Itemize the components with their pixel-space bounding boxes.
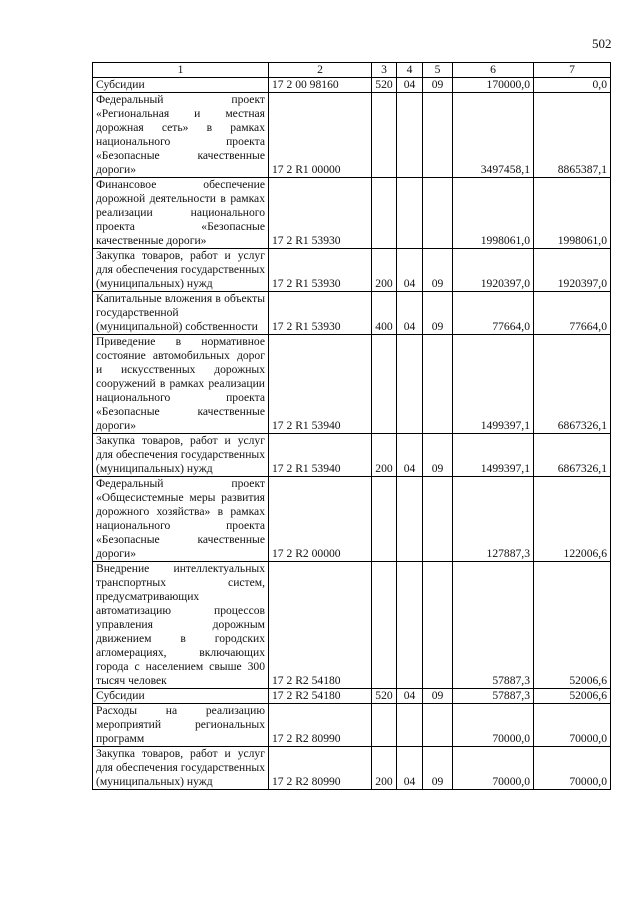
column-header: 5 (423, 63, 453, 78)
table-row (93, 477, 611, 562)
row-amount-col7: 6867326,1 (534, 335, 611, 434)
row-amount-col6: 77664,0 (453, 292, 534, 335)
row-code: 17 2 R2 80990 (269, 747, 372, 790)
row-amount-col7: 6867326,1 (534, 434, 611, 477)
row-name: Закупка товаров, работ и услуг для обеспечения государственных (муниципальных) нужд (93, 747, 269, 790)
table-row (93, 562, 611, 689)
row-code: 17 2 R1 53930 (269, 249, 372, 292)
row-amount-col6: 3497458,1 (453, 93, 534, 178)
row-section: 04 (397, 249, 423, 292)
row-name: Федеральный проект «Общесистемные меры развития дорожного хозяйства» в рамках национального проекта «Безопасные качественные дороги» (93, 477, 269, 562)
column-header: 7 (534, 63, 611, 78)
table-row (93, 178, 611, 249)
row-section (397, 178, 423, 249)
row-code: 17 2 R1 53940 (269, 335, 372, 434)
row-amount-col6: 1920397,0 (453, 249, 534, 292)
column-header: 3 (372, 63, 397, 78)
row-code: 17 2 R1 53930 (269, 178, 372, 249)
row-expense-type (372, 178, 397, 249)
row-amount-col6: 1998061,0 (453, 178, 534, 249)
row-code: 17 2 R1 00000 (269, 93, 372, 178)
row-subsection: 09 (423, 292, 453, 335)
row-amount-col6: 70000,0 (453, 747, 534, 790)
column-header: 2 (269, 63, 372, 78)
row-name: Капитальные вложения в объекты государственной (муниципальной) собственности (93, 292, 269, 335)
row-amount-col7: 77664,0 (534, 292, 611, 335)
row-code: 17 2 R1 53940 (269, 434, 372, 477)
row-expense-type (372, 477, 397, 562)
row-amount-col7: 122006,6 (534, 477, 611, 562)
row-expense-type (372, 562, 397, 689)
row-amount-col7: 1920397,0 (534, 249, 611, 292)
row-expense-type: 520 (372, 689, 397, 704)
row-expense-type: 400 (372, 292, 397, 335)
row-amount-col6: 127887,3 (453, 477, 534, 562)
page-number: 502 (592, 36, 612, 51)
row-subsection (423, 562, 453, 689)
table-row (93, 689, 611, 704)
row-section: 04 (397, 689, 423, 704)
row-name: Закупка товаров, работ и услуг для обеспечения государственных (муниципальных) нужд (93, 249, 269, 292)
row-subsection: 09 (423, 747, 453, 790)
row-amount-col7: 70000,0 (534, 747, 611, 790)
row-amount-col6: 70000,0 (453, 704, 534, 747)
table-row (93, 434, 611, 477)
row-subsection: 09 (423, 78, 453, 93)
table-row (93, 249, 611, 292)
table-row (93, 78, 611, 93)
row-code: 17 2 R2 54180 (269, 562, 372, 689)
row-code: 17 2 R1 53930 (269, 292, 372, 335)
table-row (93, 292, 611, 335)
row-amount-col6: 1499397,1 (453, 335, 534, 434)
row-section (397, 335, 423, 434)
row-code: 17 2 R2 80990 (269, 704, 372, 747)
row-code: 17 2 R2 54180 (269, 689, 372, 704)
row-name: Приведение в нормативное состояние автомобильных дорог и искусственных дорожных сооружений в рамках реализации национального проекта «Безопасные качественные дороги» (93, 335, 269, 434)
column-header: 4 (397, 63, 423, 78)
row-amount-col7: 0,0 (534, 78, 611, 93)
row-subsection (423, 477, 453, 562)
row-section (397, 562, 423, 689)
header-row (93, 63, 611, 78)
row-name: Федеральный проект «Региональная и местная дорожная сеть» в рамках национального проекта «Безопасные качественные дороги» (93, 93, 269, 178)
row-name: Субсидии (93, 78, 269, 93)
row-amount-col6: 1499397,1 (453, 434, 534, 477)
row-expense-type (372, 335, 397, 434)
budget-table (92, 62, 611, 790)
table-row (93, 93, 611, 178)
table-row (93, 747, 611, 790)
table-row (93, 335, 611, 434)
row-amount-col6: 57887,3 (453, 562, 534, 689)
row-section (397, 704, 423, 747)
row-name: Субсидии (93, 689, 269, 704)
row-expense-type: 200 (372, 747, 397, 790)
table-row (93, 704, 611, 747)
row-subsection (423, 704, 453, 747)
column-header: 1 (93, 63, 269, 78)
row-expense-type: 200 (372, 434, 397, 477)
row-name: Закупка товаров, работ и услуг для обеспечения государственных (муниципальных) нужд (93, 434, 269, 477)
row-subsection (423, 93, 453, 178)
row-subsection (423, 335, 453, 434)
row-section (397, 477, 423, 562)
row-name: Внедрение интеллектуальных транспортных систем, предусматривающих автоматизацию процессов управления дорожным движением в городских агломерациях, включающих города с населением свыше 300 тысяч человек (93, 562, 269, 689)
row-section: 04 (397, 78, 423, 93)
row-name: Финансовое обеспечение дорожной деятельности в рамках реализации национального проекта «Безопасные качественные дороги» (93, 178, 269, 249)
row-amount-col6: 170000,0 (453, 78, 534, 93)
row-subsection: 09 (423, 434, 453, 477)
row-section (397, 93, 423, 178)
row-amount-col7: 1998061,0 (534, 178, 611, 249)
row-subsection: 09 (423, 689, 453, 704)
row-subsection (423, 178, 453, 249)
row-section: 04 (397, 292, 423, 335)
row-code: 17 2 00 98160 (269, 78, 372, 93)
row-section: 04 (397, 434, 423, 477)
row-amount-col7: 70000,0 (534, 704, 611, 747)
row-expense-type: 520 (372, 78, 397, 93)
row-name: Расходы на реализацию мероприятий региональных программ (93, 704, 269, 747)
column-header: 6 (453, 63, 534, 78)
row-amount-col7: 52006,6 (534, 689, 611, 704)
row-amount-col7: 52006,6 (534, 562, 611, 689)
row-subsection: 09 (423, 249, 453, 292)
row-amount-col6: 57887,3 (453, 689, 534, 704)
row-expense-type: 200 (372, 249, 397, 292)
row-code: 17 2 R2 00000 (269, 477, 372, 562)
row-expense-type (372, 93, 397, 178)
row-section: 04 (397, 747, 423, 790)
row-amount-col7: 8865387,1 (534, 93, 611, 178)
row-expense-type (372, 704, 397, 747)
